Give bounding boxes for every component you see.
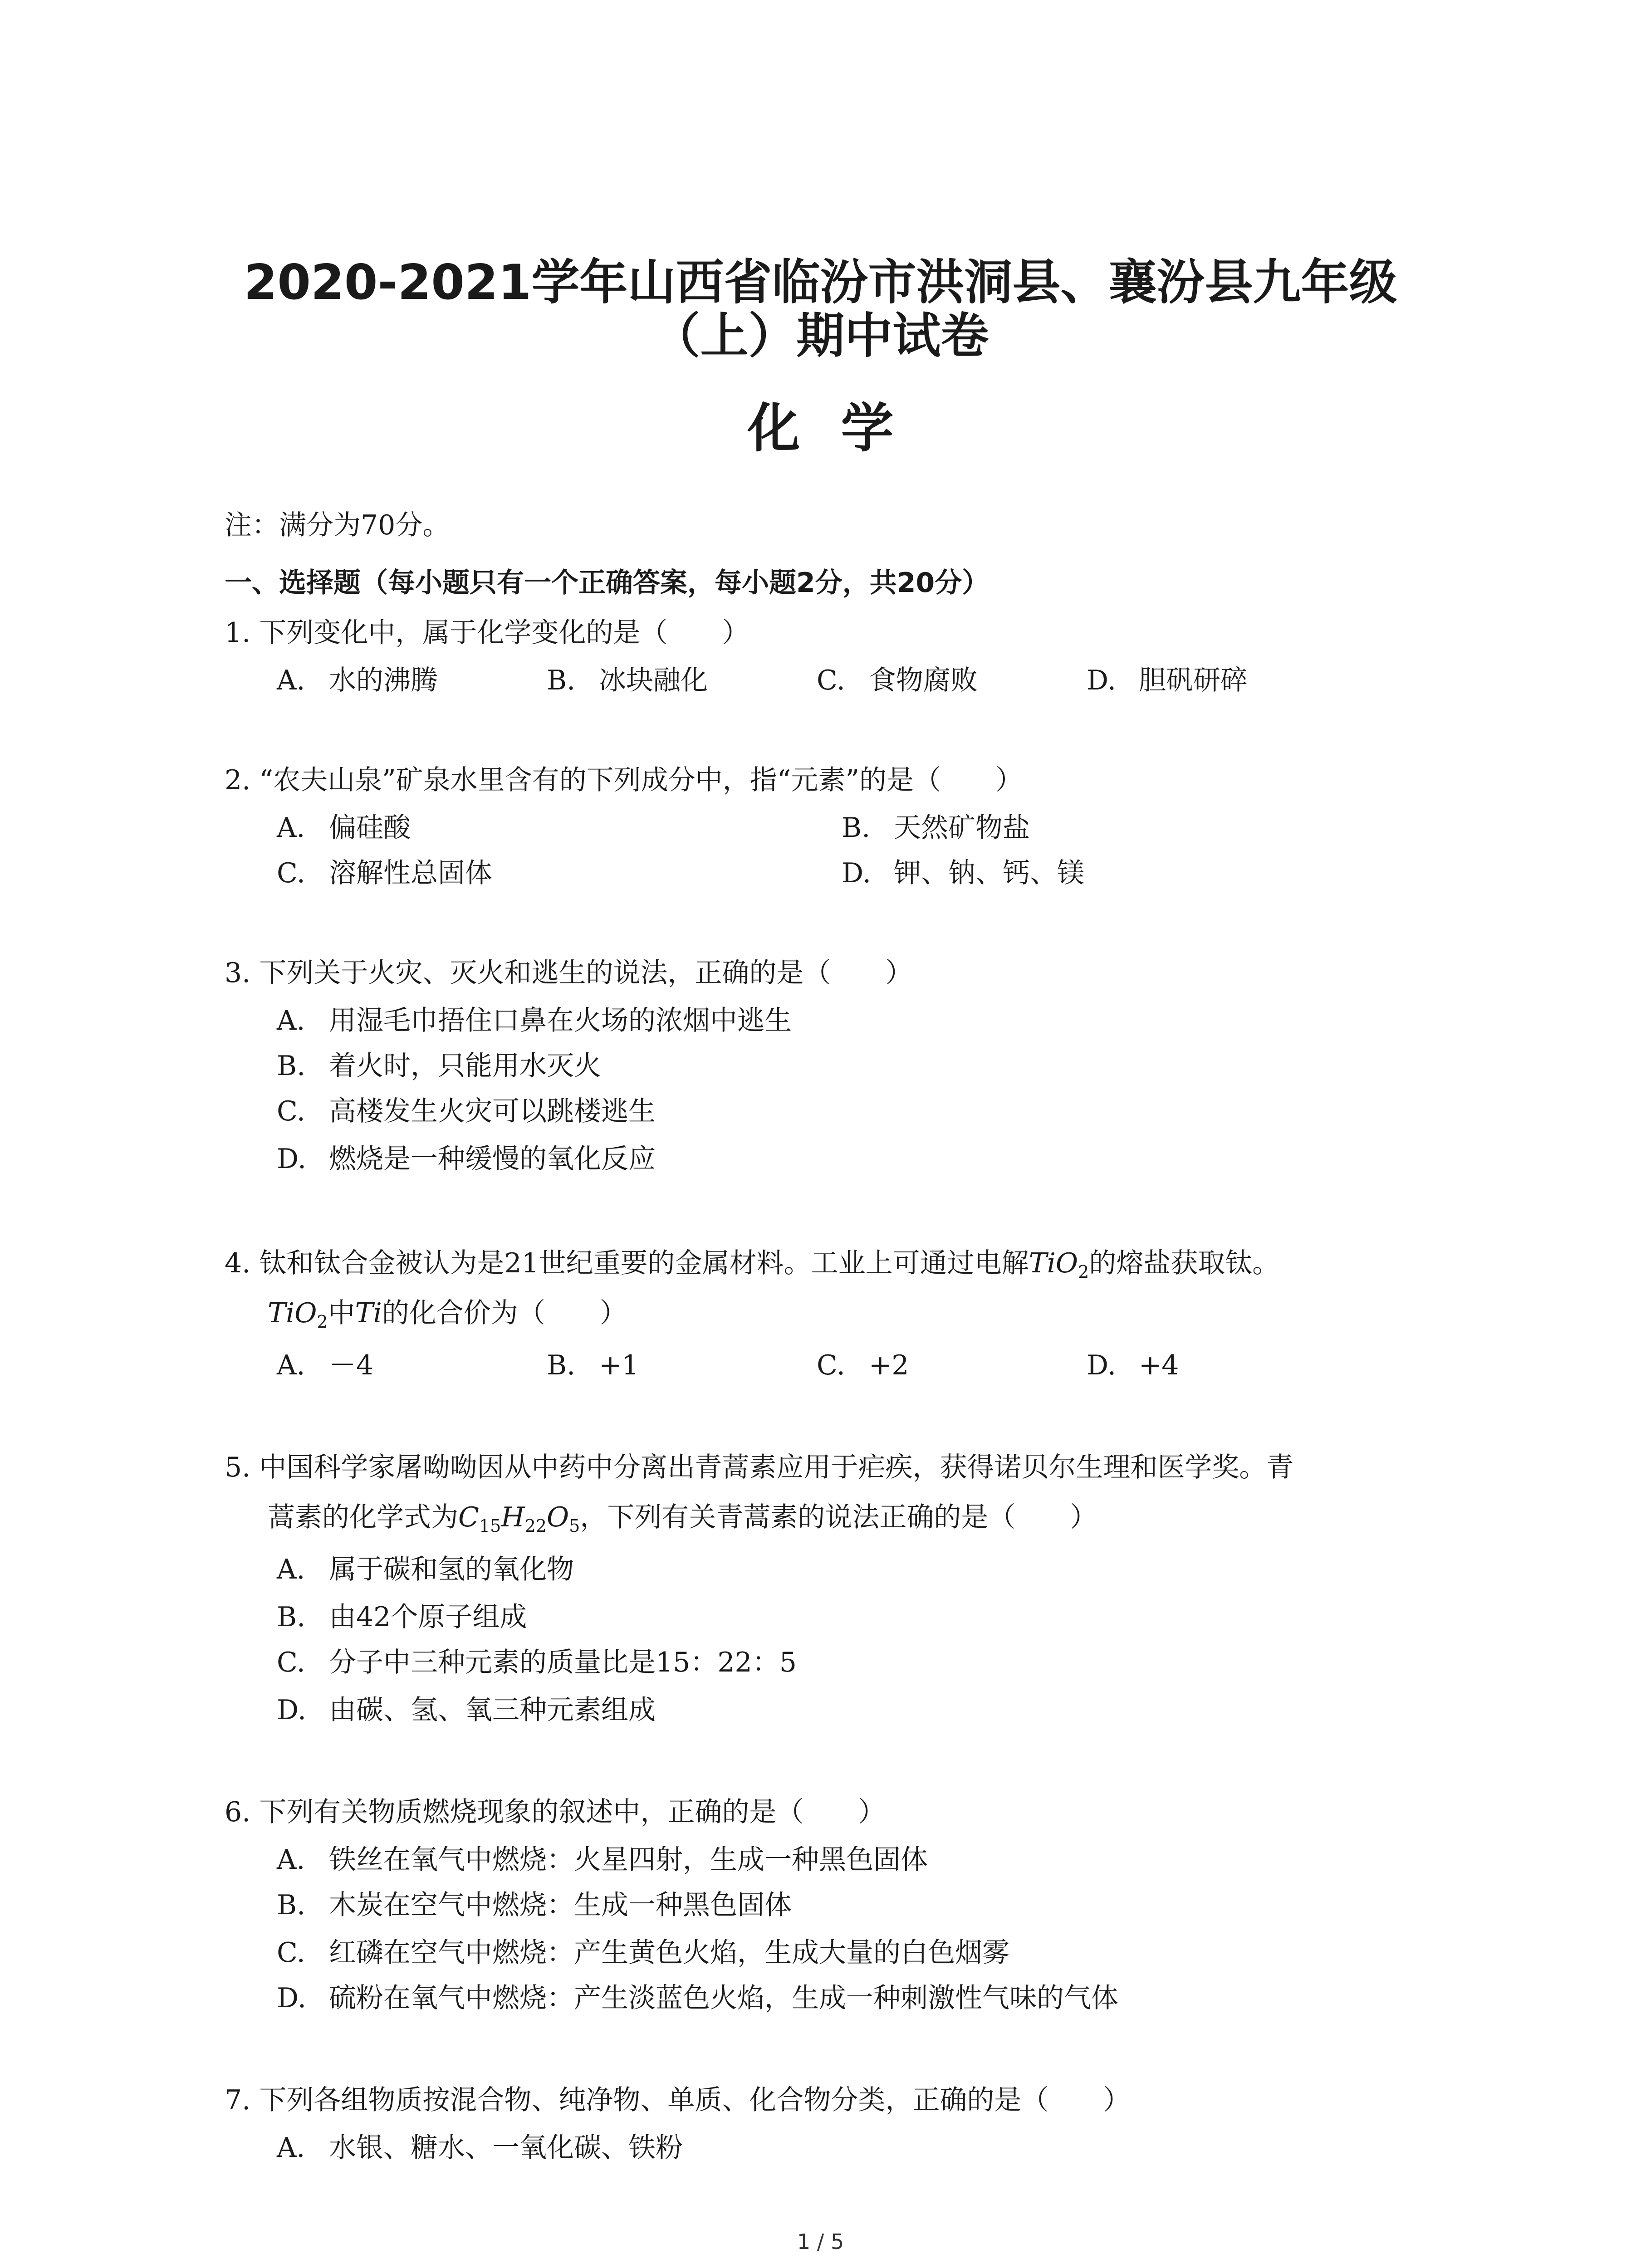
question-3-option-b: B. 着火时，只能用水灭火 <box>277 1050 601 1082</box>
question-1-stem: 1. 下列变化中，属于化学变化的是（ ） <box>225 617 749 649</box>
question-5-option-b: B. 由42个原子组成 <box>277 1601 527 1633</box>
question-2-stem: 2. “农夫山泉”矿泉水里含有的下列成分中，指“元素”的是（ ） <box>225 764 1023 796</box>
element-ti: Ti <box>355 1297 382 1329</box>
question-7-stem: 7. 下列各组物质按混合物、纯净物、单质、化合物分类，正确的是（ ） <box>225 2084 1131 2116</box>
question-3-option-a: A. 用湿毛巾捂住口鼻在火场的浓烟中逃生 <box>277 1005 792 1036</box>
question-1-option-b: B. 冰块融化 <box>547 665 708 696</box>
question-6-option-d: D. 硫粉在氧气中燃烧：产生淡蓝色火焰，生成一种刺激性气味的气体 <box>277 1982 1118 2014</box>
question-5-option-a: A. 属于碳和氢的氧化物 <box>277 1554 574 1585</box>
question-4-option-c: C. +2 <box>817 1349 909 1381</box>
formula-tio2: TiO <box>1029 1247 1078 1279</box>
question-6-option-c: C. 红磷在空气中燃烧：产生黄色火焰，生成大量的白色烟雾 <box>277 1937 1009 1969</box>
question-2-option-c: C. 溶解性总固体 <box>277 857 492 889</box>
question-3-option-c: C. 高楼发生火灾可以跳楼逃生 <box>277 1095 656 1127</box>
question-4-option-a: A. －4 <box>277 1349 374 1381</box>
question-2-option-b: B. 天然矿物盐 <box>842 812 1030 844</box>
section-heading: 一、选择题（每小题只有一个正确答案，每小题2分，共20分） <box>225 567 989 599</box>
question-2-option-d: D. 钾、钠、钙、镁 <box>842 857 1084 889</box>
question-1-option-c: C. 食物腐败 <box>817 665 978 696</box>
question-4-option-b: B. +1 <box>547 1349 639 1381</box>
question-1-option-d: D. 胆矾研碎 <box>1087 665 1248 696</box>
question-5-stem-line-1: 5. 中国科学家屠呦呦因从中药中分离出青蒿素应用于疟疾，获得诺贝尔生理和医学奖。青 <box>225 1452 1294 1483</box>
question-5-option-d: D. 由碳、氢、氧三种元素组成 <box>277 1694 656 1726</box>
question-7-option-a: A. 水银、糖水、一氧化碳、铁粉 <box>277 2132 683 2164</box>
question-4-option-d: D. +4 <box>1087 1349 1179 1381</box>
question-6-option-b: B. 木炭在空气中燃烧：生成一种黑色固体 <box>277 1889 792 1921</box>
question-3-stem: 3. 下列关于火灾、灭火和逃生的说法，正确的是（ ） <box>225 957 913 989</box>
question-5-option-c: C. 分子中三种元素的质量比是15：22：5 <box>277 1647 797 1678</box>
subject-heading: 化学 <box>747 398 935 459</box>
exam-title-line-2: （上）期中试卷 <box>652 308 989 364</box>
formula-tio2-second: TiO <box>268 1297 317 1329</box>
question-6-option-a: A. 铁丝在氧气中燃烧：火星四射，生成一种黑色固体 <box>277 1844 928 1876</box>
question-5-stem-line-2: 蒿素的化学式为$C_{15}H_{22}O_5$，下列有关青蒿素的说法正确的是（ ） <box>268 1501 1097 1536</box>
score-note: 注：满分为70分。 <box>225 509 450 541</box>
question-4-stem-line-2: TiO$_2$中Ti的化合价为（ ） <box>268 1297 627 1332</box>
question-1-option-a: A. 水的沸腾 <box>277 665 438 696</box>
page-number: 1 / 5 <box>797 2229 844 2254</box>
exam-title-line-1: 2020-2021学年山西省临汾市洪洞县、襄汾县九年级 <box>244 254 1397 310</box>
question-3-option-d: D. 燃烧是一种缓慢的氧化反应 <box>277 1143 656 1175</box>
question-4-stem-line-1: 4. 钛和钛合金被认为是21世纪重要的金属材料。工业上可通过电解TiO$_2$的熔盐获取钛。 <box>225 1247 1280 1282</box>
question-6-stem: 6. 下列有关物质燃烧现象的叙述中，正确的是（ ） <box>225 1796 886 1828</box>
question-2-option-a: A. 偏硅酸 <box>277 812 411 844</box>
